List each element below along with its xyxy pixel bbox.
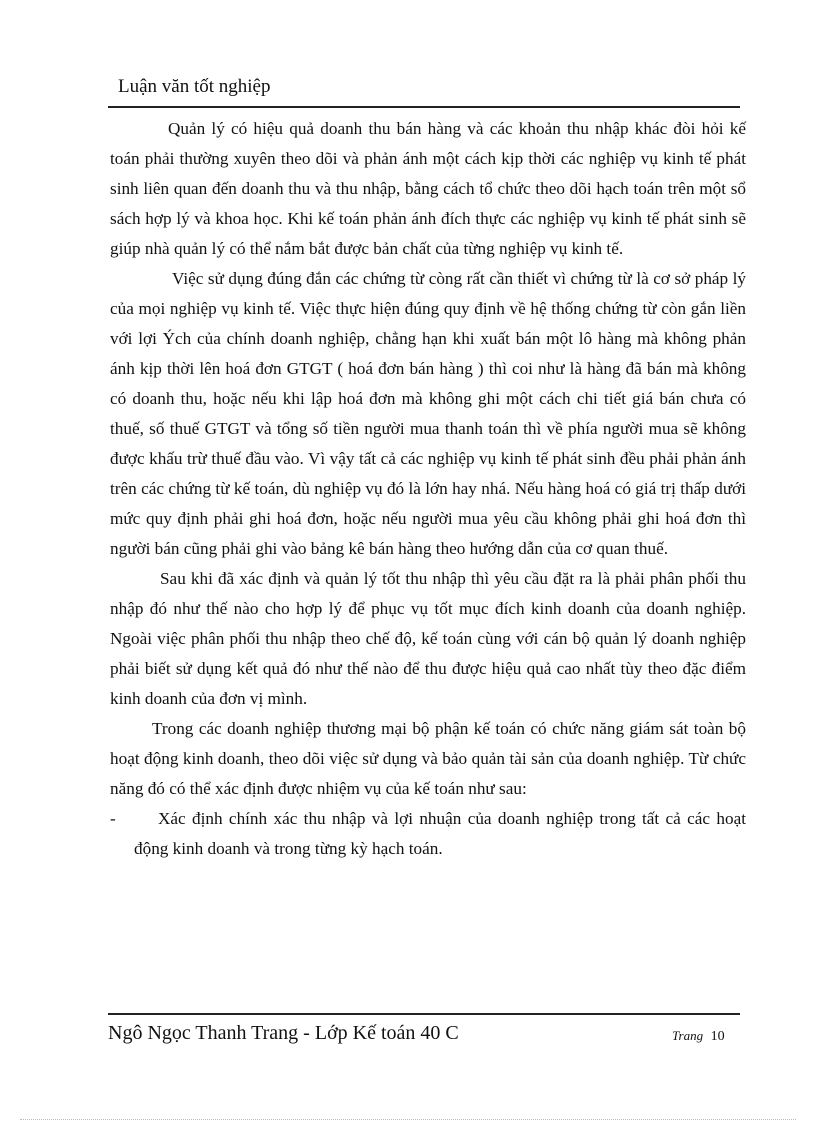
header-divider [108,106,740,108]
page-number-value: 10 [710,1029,725,1044]
paragraph-revenue-management: Quản lý có hiệu quả doanh thu bán hàng và các khoản thu nhập khác đòi hỏi kế toán phải thường xuyên theo dõi và phản ánh một cách kịp thời các nghiệp vụ kinh tế phát sinh liên quan đến doanh thu và thu nhập, bằng cách tổ chức theo dõi hạch toán trên một sổ sách hợp lý và khoa học. Khi kế toán phản ánh đích thực các nghiệp vụ kinh tế phát sinh sẽ giúp nhà quản lý có thể nắm bắt được bản chất của từng nghiệp vụ kinh tế. [110,119,746,258]
bullet-text: Xác định chính xác thu nhập và lợi nhuận của doanh nghiệp trong tất cả các hoạt động kinh doanh và trong từng kỳ hạch toán. [134,809,746,858]
header-title: Luận văn tốt nghiệp [118,76,271,97]
footer-author: Ngô Ngọc Thanh Trang - Lớp Kế toán 40 C [108,1022,459,1044]
bullet-marker: - [110,809,116,828]
bullet-item [110,804,746,864]
page-number [672,1028,725,1045]
paragraph-income-distribution: Sau khi đã xác định và quản lý tốt thu nhập thì yêu cầu đặt ra là phải phân phối thu nhập đó như thế nào cho hợp lý để phục vụ tốt mục đích kinh doanh của doanh nghiệp. Ngoài việc phân phối thu nhập theo chế độ, kế toán cùng với cán bộ quản lý doanh nghiệp phải biết sử dụng kết quả đó như thế nào để thu được hiệu quả cao nhất tùy theo đặc điểm kinh doanh của đơn vị mình. [110,569,746,708]
footer-divider [108,1013,740,1015]
paragraph-vouchers: Việc sử dụng đúng đắn các chứng từ còng rất cần thiết vì chứng từ là cơ sở pháp lý của mọi nghiệp vụ kinh tế. Việc thực hiện đúng quy định về hệ thống chứng từ còn gắn liền với lợi Ých của chính doanh nghiệp, chẳng hạn khi xuất bán một lô hàng mà không phản ánh kịp thời lên hoá đơn GTGT ( hoá đơn bán hàng ) thì coi như là hàng đã bán mà không có doanh thu, hoặc nếu khi lập hoá đơn mà không ghi một cách chi tiết giá bán chưa có thuế, số thuế GTGT và tổng số tiền người mua thanh toán thì về phía người mua sẽ không được khấu trừ thuế đầu vào. Vì vậy tất cả các nghiệp vụ kinh tế phát sinh đều phải phản ánh trên các chứng từ kế toán, dù nghiệp vụ đó là lớn hay nhá. Nếu hàng hoá có giá trị thấp dưới mức quy định phải ghi hoá đơn, hoặc nếu người mua yêu cầu không phải ghi hoá đơn thì người bán cũng phải ghi vào bảng kê bán hàng theo hướng dẫn của cơ quan thuế. [110,269,746,558]
page-bottom-border [20,1119,796,1120]
paragraph-accounting-duties: Trong các doanh nghiệp thương mại bộ phận kế toán có chức năng giám sát toàn bộ hoạt động kinh doanh, theo dõi việc sử dụng và bảo quản tài sản của doanh nghiệp. Từ chức năng đó có thể xác định được nhiệm vụ của kế toán như sau: [110,719,746,798]
document-body [110,114,746,864]
page-label: Trang [672,1028,704,1043]
